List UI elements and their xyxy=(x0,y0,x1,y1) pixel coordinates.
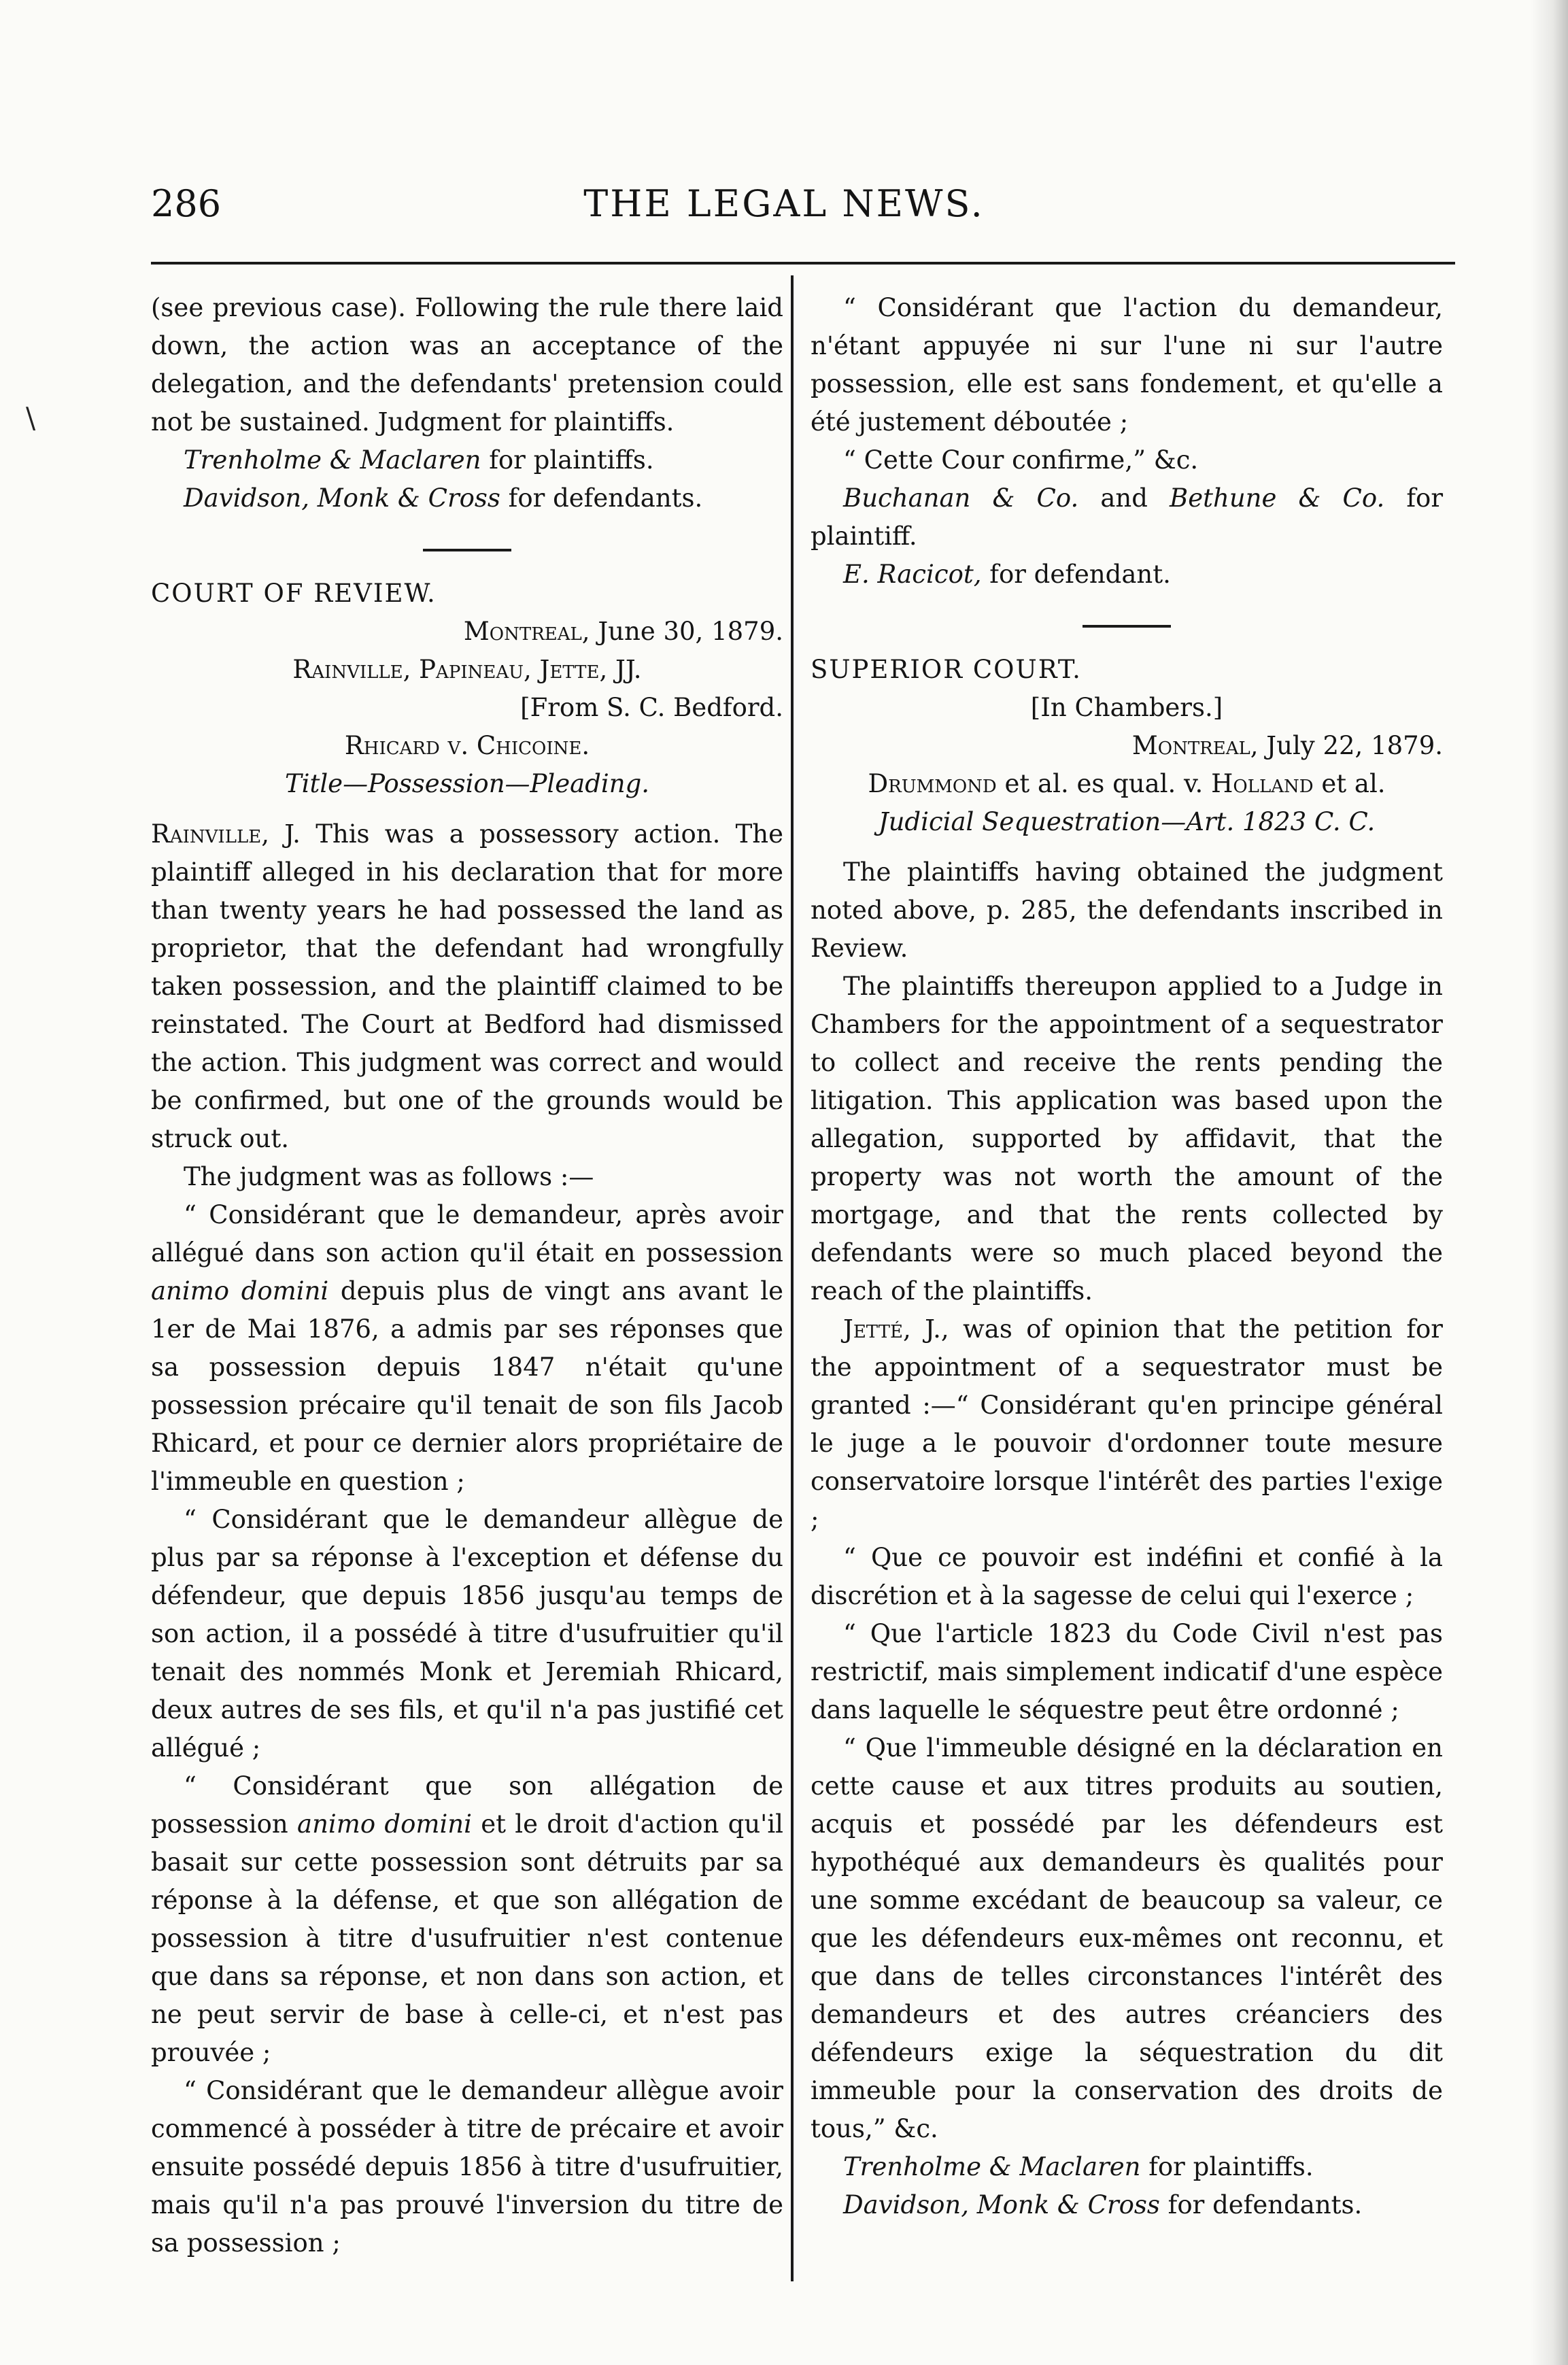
judgment-intro: The judgment was as follows :— xyxy=(184,1162,594,1191)
latin-phrase: animo domini xyxy=(297,1809,472,1839)
judge-name: Rainville, J. xyxy=(151,819,301,849)
section-separator xyxy=(1083,625,1171,628)
counsel-defendants xyxy=(151,479,783,517)
chambers-note: [In Chambers.] xyxy=(1030,693,1223,722)
opinion-opening xyxy=(151,815,783,1158)
counsel-name: E. Racicot, xyxy=(843,560,982,589)
text: et le droit d'action qu'il basait sur cette possession sont détruits par sa réponse à la défense, et que son allégation de possession à titre d'usufruitier n'est contenue que dans sa réponse, et non dans son action, et ne peut servir de base à celle-ci, et n'est pas prouvée ; xyxy=(151,1809,784,2067)
counsel-name: Davidson, Monk & Cross xyxy=(843,2190,1160,2219)
header-rule xyxy=(151,262,1455,265)
considerant-4: “ Considérant que le demandeur allègue avoir commencé à posséder à titre de précaire et avoir ensuite possédé depuis 1856 à titre d'usufruitier, mais qu'il n'a pas prouvé l'inversion du titre de sa possession ; xyxy=(151,2076,783,2258)
counsel-name: Buchanan & Co. xyxy=(843,483,1079,513)
counsel-plaintiff xyxy=(811,479,1443,556)
case-parties: Rhicard v. Chicoine. xyxy=(344,731,590,760)
counsel-role: for plaintiffs. xyxy=(481,445,654,475)
case-date: June 30, 1879. xyxy=(590,617,783,646)
margin-mark: \ xyxy=(26,401,36,435)
text: “ Considérant que son allégation de possession xyxy=(151,1771,783,1839)
counsel-name: Trenholme & Maclaren xyxy=(184,445,481,475)
right-column xyxy=(811,289,1443,2224)
counsel-name: Davidson, Monk & Cross xyxy=(184,483,500,513)
spacer xyxy=(811,841,1443,853)
counsel-name: Bethune & Co. xyxy=(1170,483,1385,513)
considerant-2: “ Considérant que le demandeur allègue de plus par sa réponse à l'exception et défense du défendeur, que depuis 1856 jusqu'au temps de son action, il a possédé à titre d'usufruitier qu'il tenait des nommés Monk et Jeremiah Rhicard, deux autres de ses fils, et qu'il n'a pas justifié cet allégué ; xyxy=(151,1505,783,1763)
counsel-role: for defendants. xyxy=(500,483,703,513)
paragraph-4: “ Que ce pouvoir est indéfini et confié à la discrétion et à la sagesse de celui qui l'exerce ; xyxy=(811,1543,1443,1610)
paragraph-3 xyxy=(811,1310,1443,1539)
text: depuis plus de vingt ans avant le 1er de Mai 1876, a admis par ses réponses que sa possession depuis 1847 n'était qu'une possession précaire qu'il tenait de son fils Jacob Rhicard, et pour ce dernier alors propriétaire de l'immeuble en question ; xyxy=(151,1276,783,1496)
confirmation: “ Cette Cour confirme,” &c. xyxy=(843,445,1199,475)
case-place: Montreal, xyxy=(1131,731,1259,760)
case-place: Montreal, xyxy=(463,617,590,646)
case-subject: Title—Possession—Pleading. xyxy=(284,769,650,798)
left-column xyxy=(151,289,783,2262)
text: was of opinion that the petition for the appointment of a sequestrator must be granted :—“ Considérant qu'en principe général le juge a le pouvoir d'ordonner toute mesure conservatoire lorsque l'intérêt des parties l'exige ; xyxy=(811,1314,1443,1534)
considerant-1 xyxy=(151,1196,783,1501)
court-heading: SUPERIOR COURT. xyxy=(811,655,1082,684)
text: et al. es qual. v. xyxy=(996,769,1212,798)
counsel-role: for defendant. xyxy=(981,560,1171,589)
opinion-text: This was a possessory action. The plaintiff alleged in his declaration that for more than twenty years he had possessed the land as proprietor, that the defendant had wrongfully taken possession, and the plaintiff claimed to be reinstated. The Court at Bedford had dismissed the action. This judgment was correct and would be confirmed, but one of the grounds would be struck out. xyxy=(151,819,783,1153)
spacer xyxy=(151,803,783,815)
case-judges: Rainville, Papineau, Jette, JJ. xyxy=(292,655,642,684)
page-title: THE LEGAL NEWS. xyxy=(583,182,985,225)
page-edge-shadow xyxy=(1531,0,1568,2365)
case-place-date xyxy=(151,613,783,651)
case-parties xyxy=(811,765,1443,803)
case-origin: [From S. C. Bedford. xyxy=(520,693,783,722)
counsel-plaintiffs xyxy=(811,2148,1443,2186)
party-name: Drummond xyxy=(868,769,997,798)
paragraph-6: “ Que l'immeuble désigné en la déclaration en cette cause et aux titres produits au soutien, acquis et possédé par les défendeurs est hypothéqué aux demandeurs ès qualités pour une somme excédant de beaucoup sa valeur, ce que les défendeurs eux-mêmes ont reconnu, et que dans de telles circonstances l'intérêt des demandeurs et des autres créanciers des défendeurs exige la séquestration du dit immeuble pour la conservation des droits de tous,” &c. xyxy=(811,1733,1443,2143)
considerant-5: “ Considérant que l'action du demandeur, n'étant appuyée ni sur l'une ni sur l'autre possession, elle est sans fondement, et qu'elle a été justement déboutée ; xyxy=(811,293,1443,437)
case-date: July 22, 1879. xyxy=(1258,731,1443,760)
case-subject: Judicial Sequestration—Art. 1823 C. C. xyxy=(878,807,1376,836)
court-heading: COURT OF REVIEW. xyxy=(151,579,437,608)
case-place-date xyxy=(811,727,1443,765)
paragraph-5: “ Que l'article 1823 du Code Civil n'est pas restrictif, mais simplement indicatif d'une espèce dans laquelle le séquestre peut être ordonné ; xyxy=(811,1619,1443,1724)
counsel-plaintiffs xyxy=(151,441,783,479)
latin-phrase: animo domini xyxy=(151,1276,329,1306)
counsel-role: for plaintiffs. xyxy=(1140,2152,1314,2181)
text: “ Considérant que le demandeur, après avoir allégué dans son action qu'il était en possession xyxy=(151,1200,783,1267)
text: et al. xyxy=(1313,769,1386,798)
paragraph-2: The plaintiffs thereupon applied to a Judge in Chambers for the appointment of a sequestrator to collect and receive the rents pending the litigation. This application was based upon the allegation, supported by affidavit, that the property was not worth the amount of the mortgage, and that the rents collected by defendants were so much placed beyond the reach of the plaintiffs. xyxy=(811,972,1443,1306)
counsel-defendant xyxy=(811,556,1443,594)
page-number: 286 xyxy=(151,182,222,225)
paragraph-1: The plaintiffs having obtained the judgment noted above, p. 285, the defendants inscribed in Review. xyxy=(811,857,1443,963)
counsel-defendants xyxy=(811,2186,1443,2224)
column-divider xyxy=(791,275,794,2281)
counsel-role: for plaintiff. xyxy=(811,483,1444,551)
previous-case-text: (see previous case). Following the rule there laid down, the action was an acceptance of the delegation, and the defendants' pretension could not be sustained. Judgment for plaintiffs. xyxy=(151,293,783,437)
considerant-3 xyxy=(151,1767,783,2072)
counsel-name: Trenholme & Maclaren xyxy=(843,2152,1141,2181)
counsel-role: for defendants. xyxy=(1159,2190,1363,2219)
judge-name: Jetté, J., xyxy=(843,1314,949,1344)
text: and xyxy=(1078,483,1170,513)
party-name: Holland xyxy=(1211,769,1314,798)
section-separator xyxy=(423,549,511,551)
